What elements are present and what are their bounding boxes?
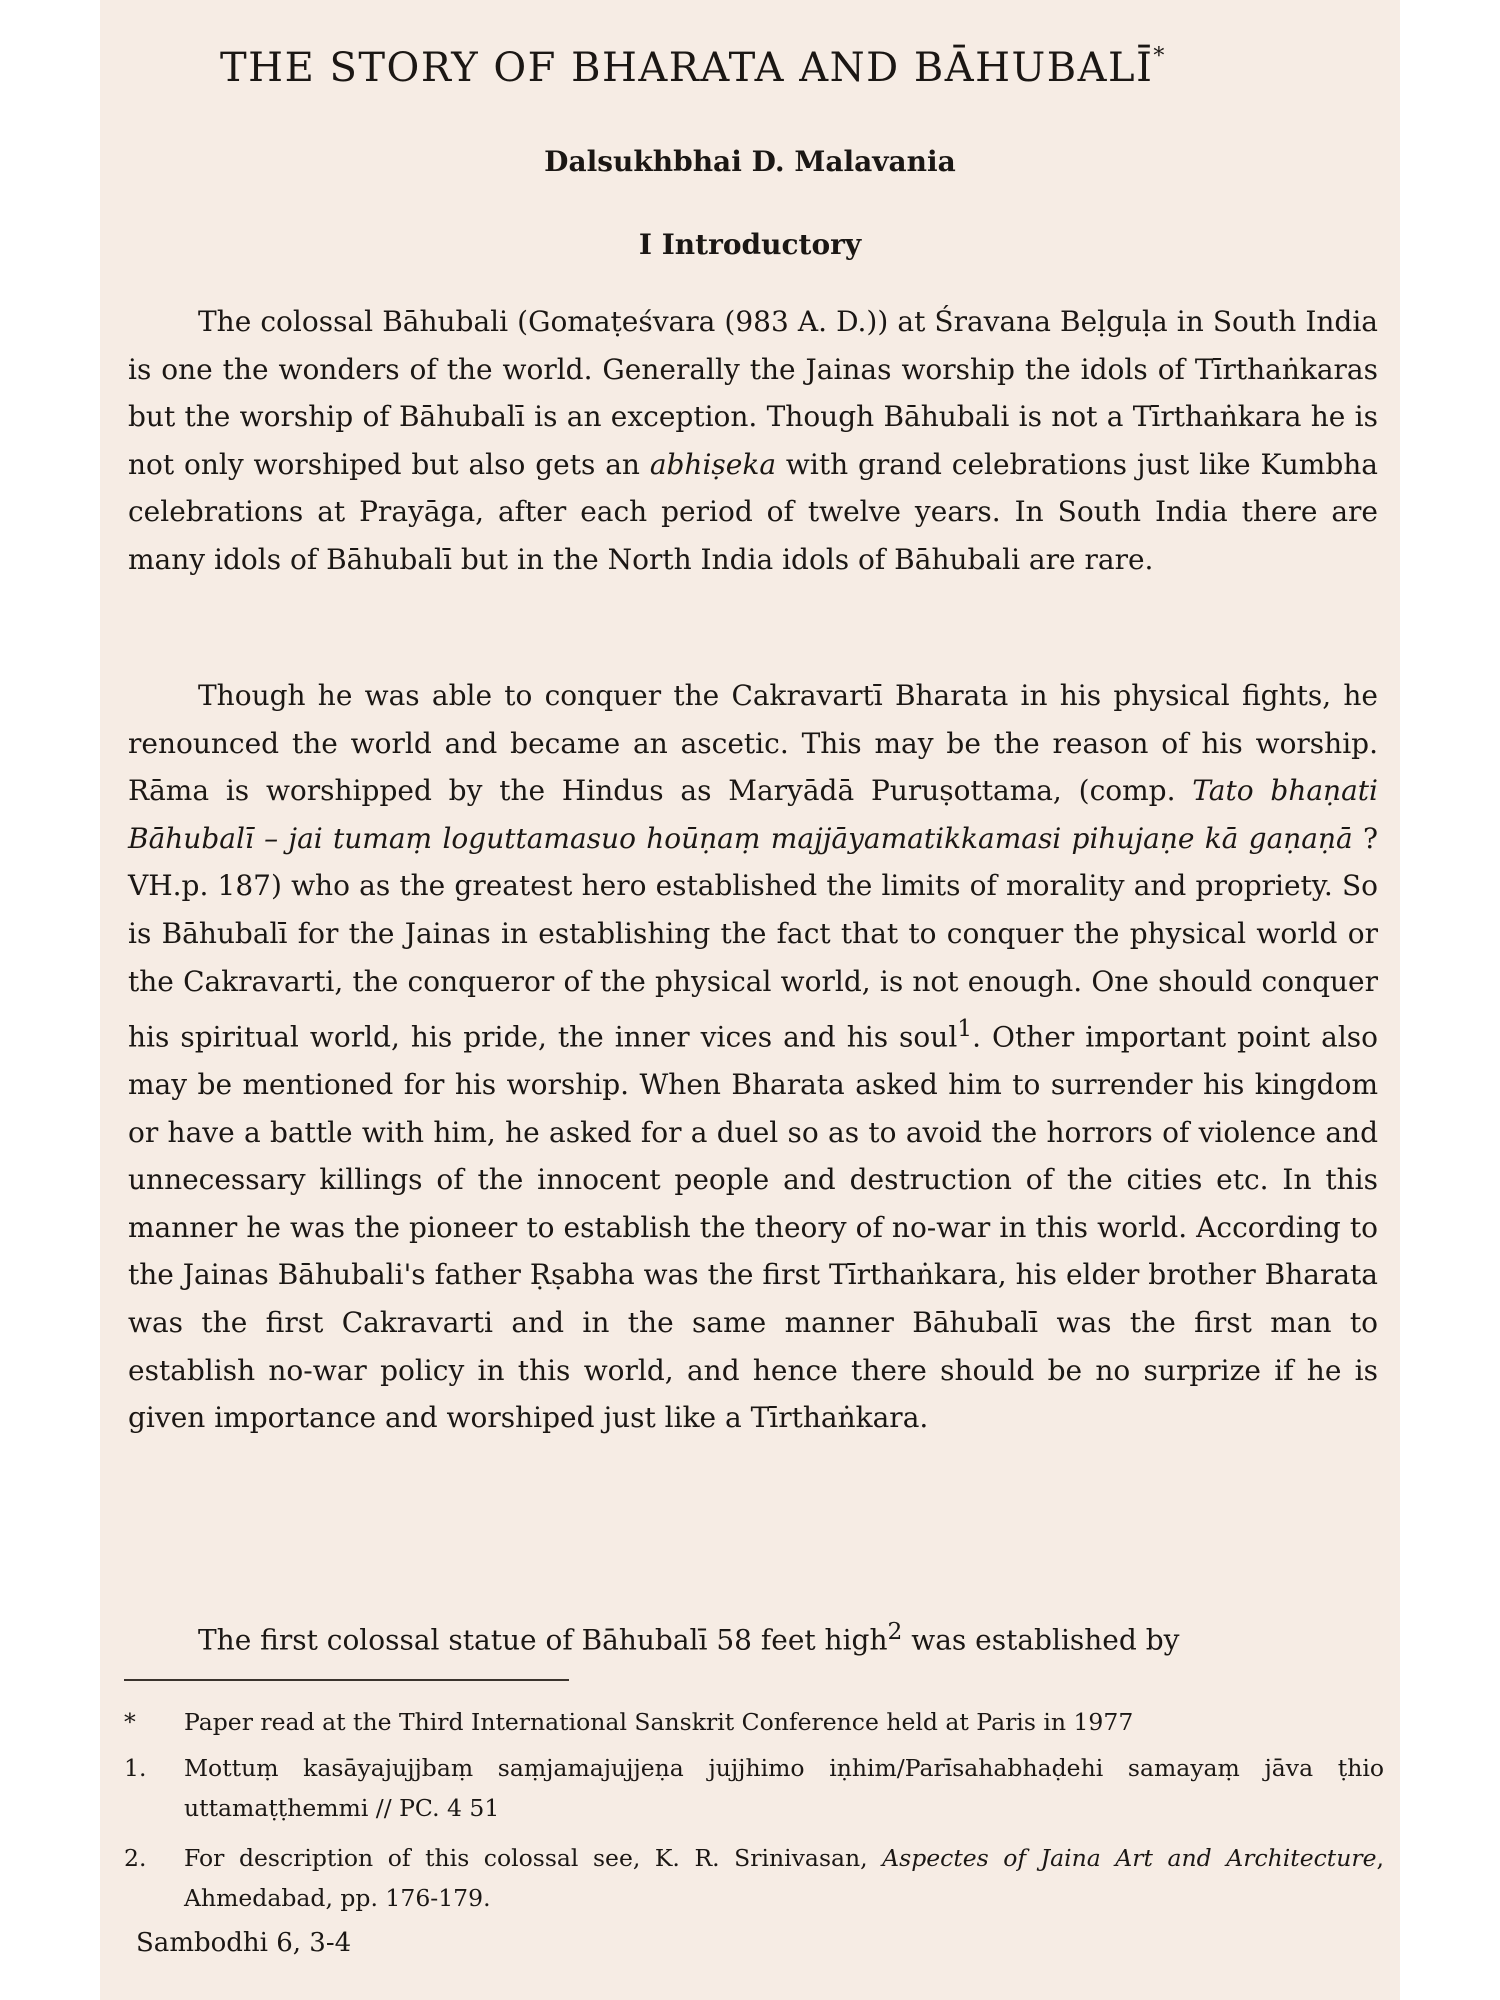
footnote-mark: 1. — [124, 1754, 147, 1782]
footnote-text: For description of this colossal see, K. R. Srinivasan, Aspectes of Jaina Art and Architecture, Ahmedabad, pp. 176-179. — [184, 1844, 1384, 1912]
author-name: Dalsukhbhai D. Malavania — [544, 145, 956, 178]
footnote-text: Paper read at the Third International Sanskrit Conference held at Paris in 1977 — [184, 1708, 1134, 1736]
section-heading: I Introductory — [638, 228, 862, 261]
prakrit-quotation: Tato bhaṇati Bāhubalī – jai tumaṃ loguttamasuo hoūṇaṃ majjāyamatikkamasi pihujaṇe kā gaṇaṇā — [128, 774, 1378, 855]
footnote-2 — [124, 1838, 1384, 1918]
paragraph-3: The first colossal statue of Bāhubalī 58 feet high$^2$ was established by — [198, 1617, 1180, 1657]
book-title: Aspectes of Jaina Art and Architecture — [882, 1844, 1377, 1872]
footnote-ref-2: 2 — [887, 1617, 903, 1645]
journal-footer: Sambodhi 6, 3-4 — [136, 1928, 352, 1958]
book-page — [100, 0, 1400, 2000]
footnote-ref-1: 1 — [957, 1014, 973, 1043]
italic-term: abhiṣeka — [649, 447, 777, 481]
footnote-divider — [124, 1679, 569, 1681]
title-footnote-marker: * — [1153, 43, 1166, 69]
paragraph-2: Though he was able to conquer the Cakravartī Bharata in his physical fights, he renounced the world and became an ascetic. This may be the reason of his worship. Rāma is worshipped by the Hindus as Maryādā Puruṣottama, (comp. Tato bhaṇati Bāhubalī – jai tumaṃ loguttamasuo hoūṇaṃ majjāyamatikkamasi pihujaṇe kā gaṇaṇā ? VH.p. 187) who as the greatest hero established the limits of morality and propriety. So is Bāhubalī for the Jainas in establishing the fact that to conquer the physical world or the Cakravarti, the conqueror of the physical world, is not enough. One should conquer his spiritual world, his pride, the inner vices and his soul$^1$. Other important point also may be mentioned for his worship. When Bharata asked him to surrender his kingdom or have a battle with him, he asked for a duel so as to avoid the horrors of violence and unnecessary killings of the innocent people and destruction of the cities etc. In this manner he was the pioneer to establish the theory of no-war in this world. According to the Jainas Bāhubali's father Ṛṣabha was the first Tīrthaṅkara, his elder brother Bharata was the first Cakravarti and in the same manner Bāhubalī was the first man to establish no-war policy in this world, and hence there should be no surprize if he is given importance and worshiped just like a Tīrthaṅkara. — [128, 679, 1378, 1435]
footnote-mark: * — [124, 1708, 136, 1736]
paragraph-1: The colossal Bāhubali (Gomaṭeśvara (983 A. D.)) at Śravana Beḷguḷa in South India is one the wonders of the world. Generally the Jainas worship the idols of Tīrthaṅkaras but the worship of Bāhubalī is an exception. Though Bāhubali is not a Tīrthaṅkara he is not only worshiped but also gets an abhiṣeka with grand celebrations just like Kumbha celebrations at Prayāga, after each period of twelve years. In South India there are many idols of Bāhubalī but in the North India idols of Bāhubali are rare. — [128, 305, 1378, 576]
footnote-text: Mottuṃ kasāyajujjbaṃ saṃjamajujjeṇa jujjhimo iṇhim/Parīsahabhaḍehi samayaṃ jāva ṭhio uttamaṭṭhemmi // PC. 4 51 — [184, 1754, 1384, 1822]
footnote-star — [124, 1702, 1384, 1742]
footnote-1 — [124, 1748, 1384, 1828]
footnote-mark: 2. — [124, 1844, 147, 1872]
article-title: THE STORY OF BHARATA AND BĀHUBALĪ* — [220, 43, 1166, 91]
